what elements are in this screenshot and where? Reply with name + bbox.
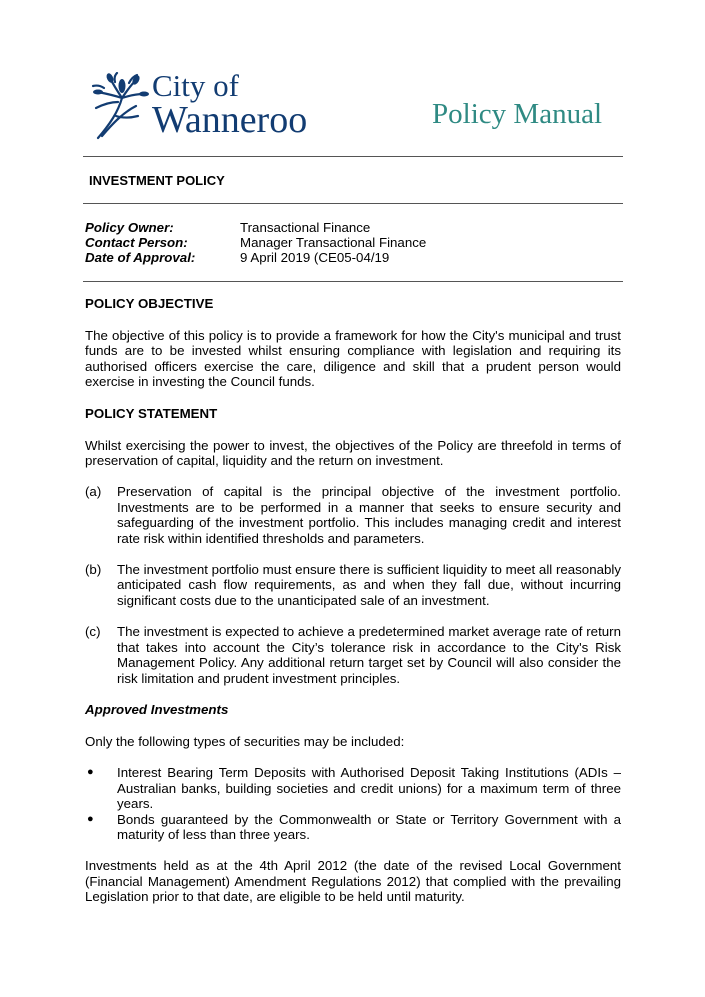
approved-bullet-term-deposits — [85, 765, 621, 811]
section-heading-approved-investments: Approved Investments — [85, 701, 229, 717]
meta-contact-label: Contact Person: — [85, 235, 188, 250]
section-heading-statement: POLICY STATEMENT — [85, 405, 218, 421]
divider-title — [83, 203, 623, 204]
statement-item-a — [85, 484, 621, 546]
policy-meta — [85, 220, 426, 265]
divider-top — [83, 156, 623, 157]
item-label: (b) — [85, 562, 102, 578]
divider-meta — [83, 281, 623, 282]
meta-owner-value: Transactional Finance — [240, 220, 371, 235]
item-label: (a) — [85, 484, 102, 500]
meta-row-contact — [85, 235, 426, 250]
item-text: The investment portfolio must ensure there is sufficient liquidity to meet all reasonably anticipated cash flow requirements, as and when they fall due, without incurring significant costs due to the unanticipated sale of an investment. — [117, 562, 621, 608]
policy-manual-title: Policy Manual — [432, 98, 602, 130]
policy-body — [85, 296, 621, 905]
bullet-text: Interest Bearing Term Deposits with Authorised Deposit Taking Institutions (ADIs – Australian banks, building societies and credit unions) for a maximum term of three years. — [117, 765, 621, 812]
bullet-text: Bonds guaranteed by the Commonwealth or State or Territory Government with a maturity of less than three years. — [117, 811, 621, 842]
meta-row-approval — [85, 250, 426, 265]
statement-intro: Whilst exercising the power to invest, the objectives of the Policy are threefold in terms of preservation of capital, liquidity and the return on investment. — [85, 437, 621, 469]
document-title: INVESTMENT POLICY — [89, 173, 225, 188]
approved-intro: Only the following types of securities may be included: — [85, 733, 405, 749]
objective-paragraph: The objective of this policy is to provide a framework for how the City's municipal and trust funds are to be invested whilst ensuring compliance with legislation and requiring its authorised officers exercise the care, diligence and skill that a prudent person would exercise in investing the Council funds. — [85, 328, 621, 390]
meta-owner-label: Policy Owner: — [85, 220, 174, 235]
section-heading-objective: POLICY OBJECTIVE — [85, 296, 214, 311]
approved-closing-paragraph: Investments held as at the 4th April 2012 (the date of the revised Local Government (Financial Management) Amendment Regulations 2012) that complied with the prevailing Legislation prior to that date, are eligible to be held until maturity. — [85, 858, 621, 905]
meta-approval-value: 9 April 2019 (CE05-04/19 — [240, 250, 390, 265]
statement-item-b — [85, 562, 621, 608]
item-text: Preservation of capital is the principal objective of the investment portfolio. Investments are to be performed in a manner that seeks to ensure security and safeguarding of the investment portfolio. This includes managing credit and interest rate risk within identified thresholds and parameters. — [117, 484, 621, 546]
city-of-wanneroo-logo — [88, 70, 328, 142]
item-label: (c) — [85, 624, 101, 640]
meta-row-owner — [85, 220, 426, 235]
logo-text-city-of: City of — [152, 68, 239, 103]
banksia-emblem-icon — [88, 72, 150, 140]
logo-text-wanneroo: Wanneroo — [152, 99, 308, 141]
bullet-dot-icon: ● — [87, 766, 94, 779]
bullet-dot-icon: ● — [87, 812, 94, 825]
meta-contact-value: Manager Transactional Finance — [240, 235, 427, 250]
item-text: The investment is expected to achieve a predetermined market average rate of return that takes into account the City’s tolerance risk in accordance to the City's Risk Management Policy. Any additional return target set by Council will also consider the risk limitation and prudent investment principles. — [117, 624, 621, 686]
meta-approval-label: Date of Approval: — [85, 250, 196, 265]
approved-bullet-bonds — [85, 812, 621, 843]
statement-item-c — [85, 624, 621, 686]
